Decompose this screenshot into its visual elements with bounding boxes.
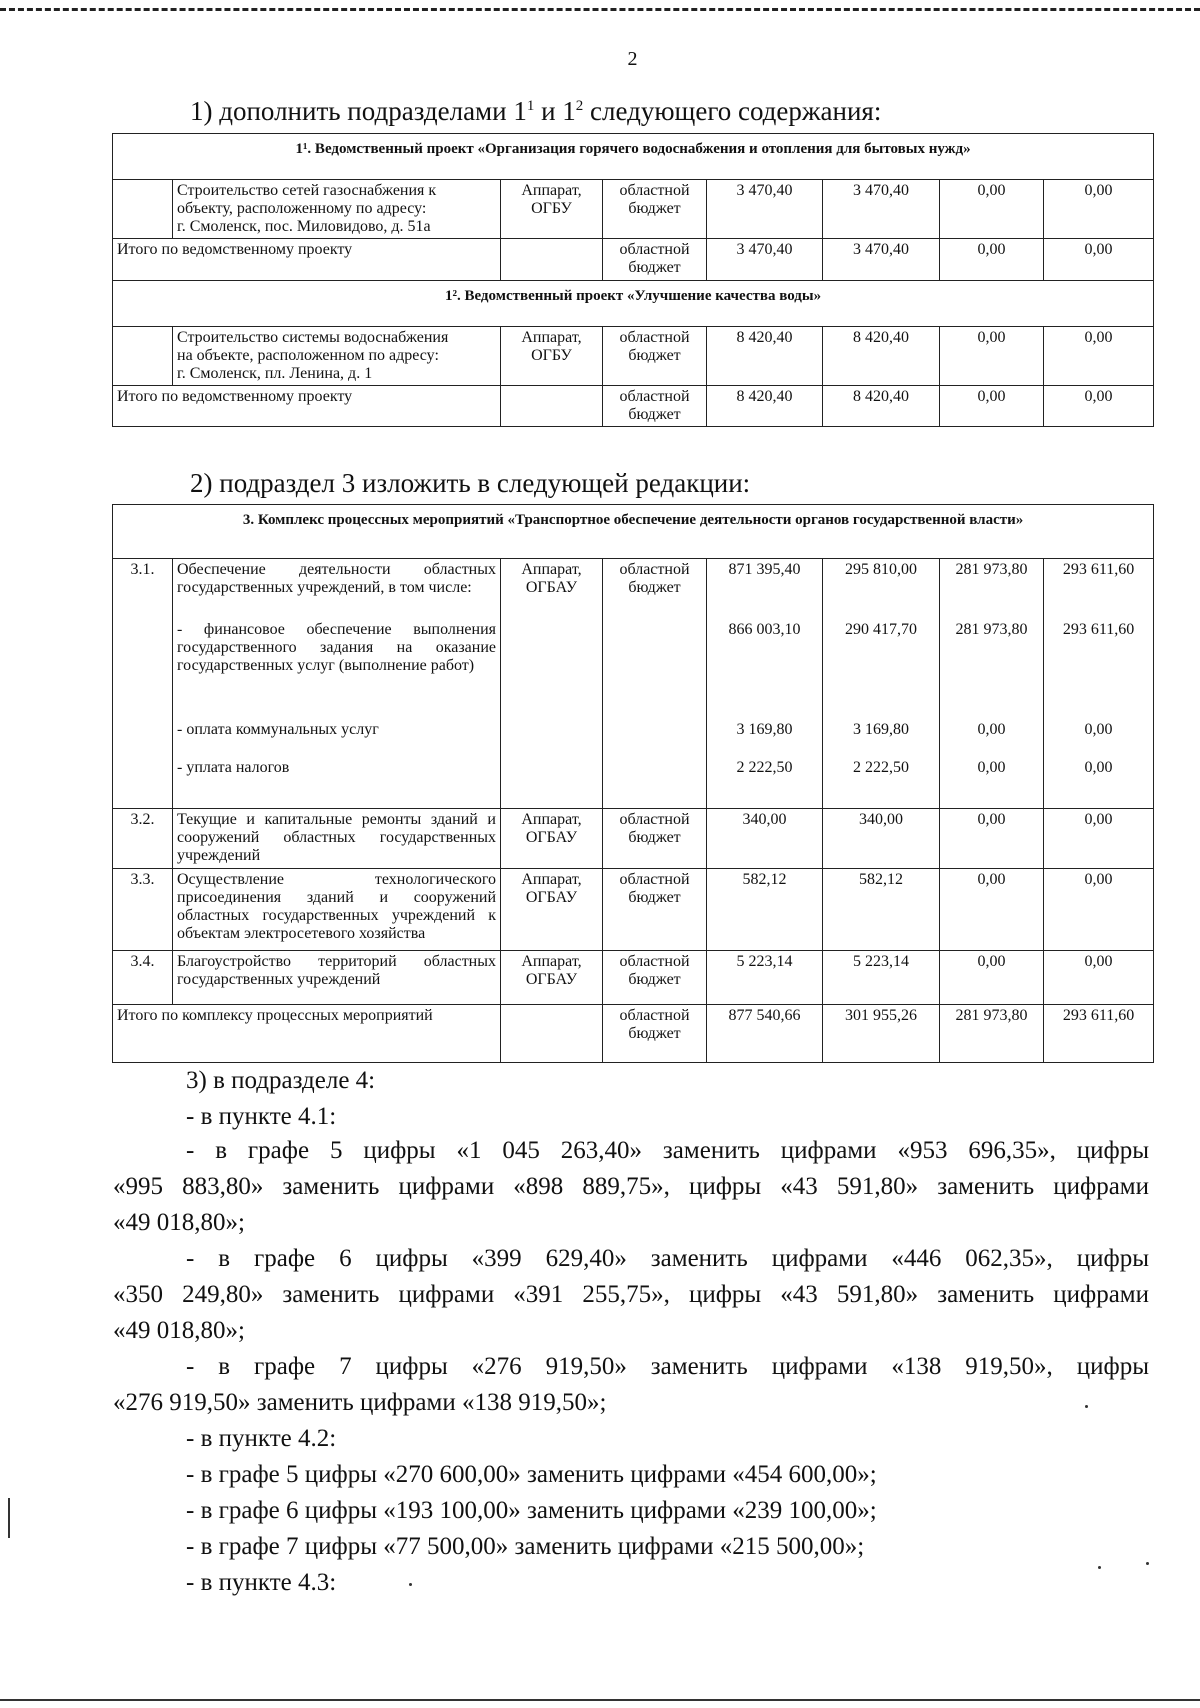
value: 8 420,40	[707, 386, 823, 427]
row-name: Осуществление технологического присоединения зданий и сооружений областных государственных учреждений к объектам электросетевого хозяйства	[173, 869, 501, 951]
page-number: 2	[627, 48, 638, 70]
total-source: областной бюджет	[603, 1005, 707, 1063]
item3-p42: - в пункте 4.2:	[186, 1425, 337, 1452]
value: 340,00	[707, 809, 823, 869]
value-col-3: 281 973,80 281 973,80 0,00 0,00	[940, 559, 1044, 809]
p42-g7: - в графе 7 цифры «77 500,00» заменить цифрами «215 500,00»;	[186, 1533, 865, 1560]
item1-heading: 1) дополнить подразделами $1^1$ и $1^2$ следующего содержания:	[190, 96, 882, 126]
value-col-4: 293 611,60 293 611,60 0,00 0,00	[1044, 559, 1154, 809]
value: 301 955,26	[823, 1005, 940, 1063]
value: 582,12	[823, 869, 940, 951]
value: 3 470,40	[823, 180, 940, 239]
total-label: Итого по ведомственному проекту	[113, 239, 501, 281]
p41-g5-line2: «995 883,80» заменить цифрами «898 889,75», цифры «43 591,80» заменить цифрами	[113, 1173, 1149, 1200]
row-executor: Аппарат, ОГБАУ	[501, 559, 603, 809]
row-executor: Аппарат, ОГБАУ	[501, 869, 603, 951]
p41-g5-line1: - в графе 5 цифры «1 045 263,40» заменить цифрами «953 696,35», цифры	[186, 1137, 1149, 1164]
p41-g5-line3: «49 018,80»;	[113, 1209, 245, 1236]
table-row	[113, 809, 1154, 869]
value: 3 470,40	[707, 239, 823, 281]
table-row	[113, 951, 1154, 1005]
value: 340,00	[823, 809, 940, 869]
value: 877 540,66	[707, 1005, 823, 1063]
value-col-1: 871 395,40 866 003,10 3 169,80 2 222,50	[707, 559, 823, 809]
scan-edge-top	[0, 0, 1200, 11]
total-row	[113, 1005, 1154, 1063]
item3-intro: 3) в подразделе 4:	[186, 1067, 376, 1094]
p41-g6-line3: «49 018,80»;	[113, 1317, 245, 1344]
row-name: Строительство системы водоснабжения на объекте, расположенном по адресу: г. Смоленск, пл. Ленина, д. 1	[173, 327, 501, 386]
row-number: 3.3.	[113, 869, 173, 951]
value: 5 223,14	[707, 951, 823, 1005]
scan-mark-left	[8, 1498, 10, 1538]
value-col-2: 295 810,00 290 417,70 3 169,80 2 222,50	[823, 559, 940, 809]
value: 5 223,14	[823, 951, 940, 1005]
total-source: областной бюджет	[603, 386, 707, 427]
value: 0,00	[1044, 809, 1154, 869]
value: 8 420,40	[823, 386, 940, 427]
scan-speck	[1085, 1405, 1088, 1408]
row-executor: Аппарат, ОГБУ	[501, 180, 603, 239]
value: 293 611,60	[1044, 1005, 1154, 1063]
p41-g7-line2: «276 919,50» заменить цифрами «138 919,50»;	[113, 1389, 607, 1416]
value: 0,00	[1044, 239, 1154, 281]
total-row	[113, 386, 1154, 427]
value: 8 420,40	[707, 327, 823, 386]
item3-p41: - в пункте 4.1:	[186, 1103, 337, 1130]
section-title-3: 3. Комплекс процессных мероприятий «Транспортное обеспечение деятельности органов государственной власти»	[113, 505, 1154, 559]
p42-g5: - в графе 5 цифры «270 600,00» заменить цифрами «454 600,00»;	[186, 1461, 877, 1488]
value: 3 470,40	[823, 239, 940, 281]
table-additions	[112, 133, 1154, 427]
row-number: 3.2.	[113, 809, 173, 869]
value: 0,00	[940, 869, 1044, 951]
p41-g7-line1: - в графе 7 цифры «276 919,50» заменить цифрами «138 919,50», цифры	[186, 1353, 1149, 1380]
value: 0,00	[1044, 327, 1154, 386]
row-source: областной бюджет	[603, 180, 707, 239]
row-name: Текущие и капитальные ремонты зданий и сооружений областных государственных учреждений	[173, 809, 501, 869]
scan-speck	[409, 1583, 412, 1586]
row-source: областной бюджет	[603, 559, 707, 809]
table-row	[113, 180, 1154, 239]
value: 0,00	[940, 327, 1044, 386]
p41-g6-line1: - в графе 6 цифры «399 629,40» заменить цифрами «446 062,35», цифры	[186, 1245, 1149, 1272]
row-number: 3.4.	[113, 951, 173, 1005]
p42-g6: - в графе 6 цифры «193 100,00» заменить цифрами «239 100,00»;	[186, 1497, 877, 1524]
value: 0,00	[1044, 951, 1154, 1005]
scan-edge-bottom	[0, 1699, 1200, 1701]
scan-speck	[1098, 1566, 1101, 1569]
total-source: областной бюджет	[603, 239, 707, 281]
item3-p43: - в пункте 4.3:	[186, 1569, 337, 1596]
value: 0,00	[940, 180, 1044, 239]
value: 0,00	[940, 239, 1044, 281]
row-executor: Аппарат, ОГБУ	[501, 327, 603, 386]
table-section-3	[112, 504, 1154, 1063]
row-number: 3.1.	[113, 559, 173, 809]
value: 0,00	[1044, 180, 1154, 239]
row-source: областной бюджет	[603, 869, 707, 951]
value: 3 470,40	[707, 180, 823, 239]
value: 0,00	[940, 386, 1044, 427]
value: 281 973,80	[940, 1005, 1044, 1063]
section-title-1-2: 1². Ведомственный проект «Улучшение качества воды»	[113, 281, 1154, 327]
value: 0,00	[940, 951, 1044, 1005]
p41-g6-line2: «350 249,80» заменить цифрами «391 255,75», цифры «43 591,80» заменить цифрами	[113, 1281, 1149, 1308]
row-source: областной бюджет	[603, 327, 707, 386]
row-name: Благоустройство территорий областных государственных учреждений	[173, 951, 501, 1005]
value: 582,12	[707, 869, 823, 951]
value: 0,00	[1044, 869, 1154, 951]
row-name: Обеспечение деятельности областных государственных учреждений, в том числе: - финансовое обеспечение выполнения государственного задания на оказание государственных услуг (выполнение работ) - оплата коммунальных услуг - уплата налогов	[173, 559, 501, 809]
table-row	[113, 327, 1154, 386]
item2-heading: 2) подраздел 3 изложить в следующей редакции:	[190, 468, 751, 498]
row-source: областной бюджет	[603, 951, 707, 1005]
row-executor: Аппарат, ОГБАУ	[501, 809, 603, 869]
row-executor: Аппарат, ОГБАУ	[501, 951, 603, 1005]
value: 8 420,40	[823, 327, 940, 386]
scan-speck	[1146, 1562, 1149, 1565]
table-row	[113, 559, 1154, 809]
value: 0,00	[1044, 386, 1154, 427]
row-name: Строительство сетей газоснабжения к объекту, расположенному по адресу: г. Смоленск, пос. Миловидово, д. 51а	[173, 180, 501, 239]
row-source: областной бюджет	[603, 809, 707, 869]
total-label: Итого по ведомственному проекту	[113, 386, 501, 427]
total-label: Итого по комплексу процессных мероприятий	[113, 1005, 501, 1063]
total-row	[113, 239, 1154, 281]
value: 0,00	[940, 809, 1044, 869]
section-title-1-1: 1¹. Ведомственный проект «Организация горячего водоснабжения и отопления для бытовых нужд»	[113, 134, 1154, 180]
table-row	[113, 869, 1154, 951]
